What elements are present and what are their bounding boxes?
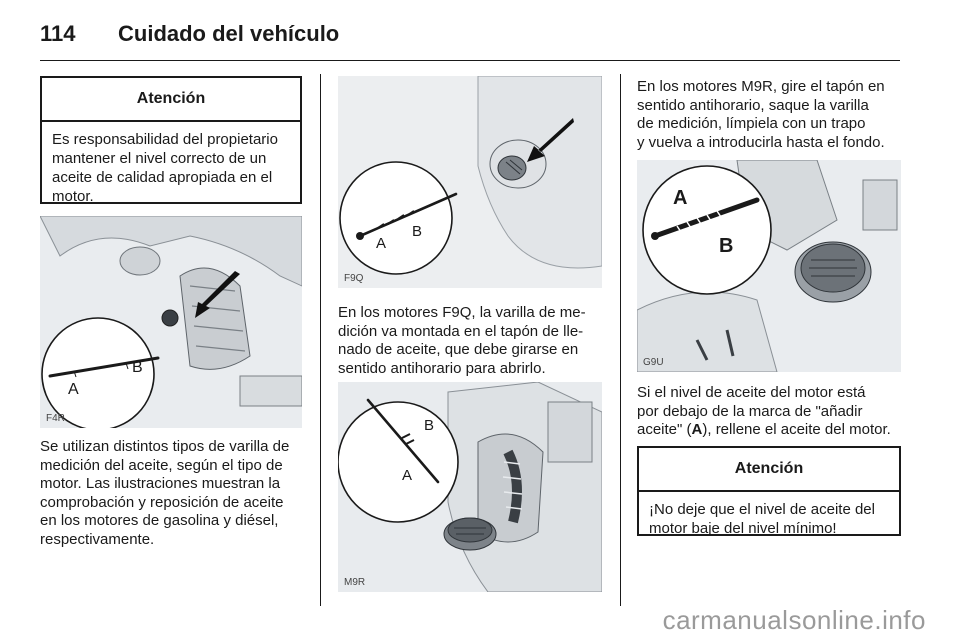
page-title: Cuidado del vehículo bbox=[118, 21, 340, 46]
label-a: A bbox=[402, 467, 413, 484]
label-b: B bbox=[719, 235, 734, 257]
dipstick-detail-circle bbox=[643, 166, 771, 294]
text-line: sentido antihorario, saque la varilla bbox=[637, 96, 869, 114]
text-line: En los motores M9R, gire el tapón en bbox=[637, 78, 885, 95]
warning-box-oil-level bbox=[637, 446, 901, 536]
engine-illustration-f9q bbox=[338, 76, 602, 288]
text-line: comprobación y reposición de aceite bbox=[40, 493, 284, 511]
body-text-col3 bbox=[637, 384, 917, 440]
label-a: A bbox=[376, 235, 387, 252]
text-line: motor. Las ilustraciones muestran la bbox=[40, 475, 281, 492]
engine-illustration-m9r bbox=[338, 382, 602, 592]
warning-title: Atención bbox=[639, 448, 899, 492]
column-divider-1 bbox=[320, 74, 321, 606]
figure-g9u bbox=[637, 160, 901, 372]
text-line: y vuelva a introducirla hasta el fondo. bbox=[637, 133, 885, 151]
dipstick-detail-circle bbox=[340, 162, 452, 274]
figure-m9r bbox=[338, 382, 602, 592]
label-a: A bbox=[68, 381, 79, 398]
figure-code: M9R bbox=[344, 577, 366, 588]
text-line: Se utilizan distintos tipos de varilla de bbox=[40, 438, 290, 455]
body-text-col1 bbox=[40, 438, 310, 549]
label-b: B bbox=[424, 417, 435, 434]
intro-text-col3 bbox=[637, 78, 907, 152]
page-number: 114 bbox=[40, 21, 76, 46]
warning-title: Atención bbox=[42, 78, 300, 122]
warning-text: Es responsabilidad del propietario mantener el nivel correcto de un aceite de calidad apropiada en el motor. bbox=[52, 131, 278, 205]
text-fragment: ), rellene el aceite del motor. bbox=[702, 421, 891, 438]
figure-f9q bbox=[338, 76, 602, 288]
text-line: respectivamente. bbox=[40, 530, 155, 548]
engine-illustration-g9u bbox=[637, 160, 901, 372]
mark-reference-a: A bbox=[691, 421, 703, 438]
text-line: de medición, límpiela con un trapo bbox=[637, 115, 866, 132]
figure-code: F4R bbox=[46, 413, 65, 424]
body-text-col2 bbox=[338, 304, 608, 378]
text-line: por debajo de la marca de "añadir bbox=[637, 402, 863, 420]
text-line bbox=[637, 421, 917, 440]
column-divider-2 bbox=[620, 74, 621, 606]
figure-f4r bbox=[40, 216, 302, 428]
text-line: En los motores F9Q, la varilla de me- bbox=[338, 304, 586, 321]
warning-text: ¡No deje que el nivel de aceite del motor baje del nivel mínimo! bbox=[649, 501, 875, 537]
figure-code: G9U bbox=[643, 357, 664, 368]
label-a: A bbox=[673, 187, 688, 209]
text-line: en los motores de gasolina y diésel, bbox=[40, 512, 279, 529]
header-rule bbox=[40, 60, 900, 61]
text-line: dición va montada en el tapón de lle- bbox=[338, 322, 584, 340]
page-header bbox=[40, 14, 339, 54]
engine-illustration-f4r bbox=[40, 216, 302, 428]
warning-box-owner bbox=[40, 76, 302, 204]
text-line: Si el nivel de aceite del motor está bbox=[637, 384, 866, 401]
watermark: carmanualsonline.info bbox=[662, 605, 926, 635]
text-fragment: aceite" ( bbox=[637, 421, 692, 438]
text-line: nado de aceite, que debe girarse en bbox=[338, 341, 579, 358]
label-b: B bbox=[412, 223, 423, 240]
text-line: sentido antihorario para abrirlo. bbox=[338, 359, 546, 377]
figure-code: F9Q bbox=[344, 273, 364, 284]
label-b: B bbox=[132, 359, 143, 376]
text-line: medición del aceite, según el tipo de bbox=[40, 456, 283, 474]
dipstick-detail-circle bbox=[338, 402, 458, 522]
